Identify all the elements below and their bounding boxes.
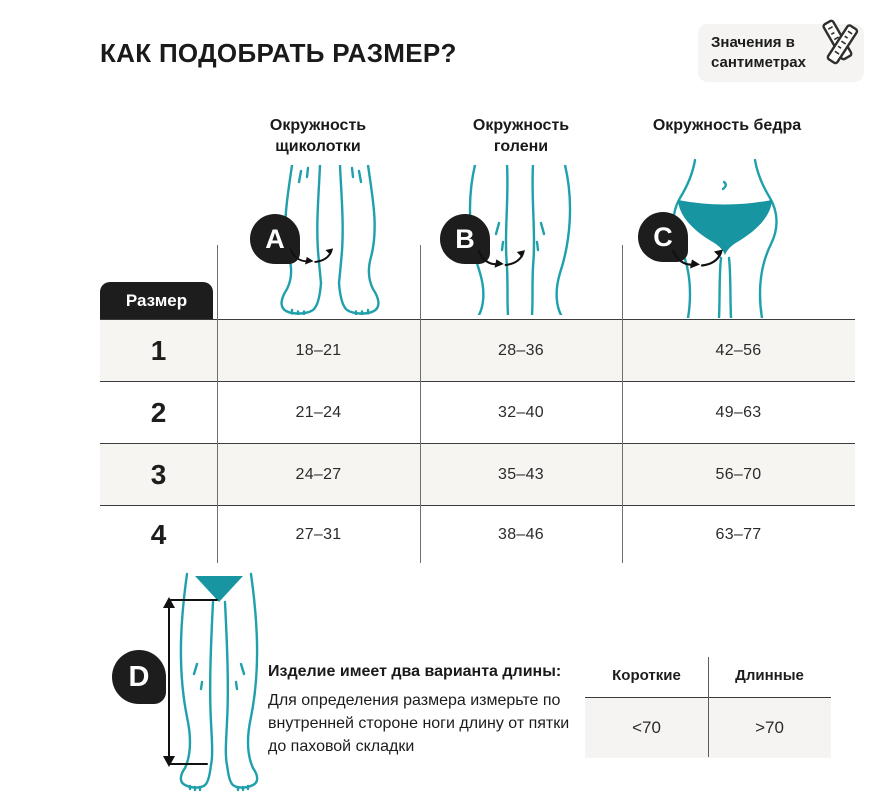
size-value: 1	[150, 334, 167, 366]
length-column-short: Короткие	[612, 667, 681, 684]
marker-badge-d: D	[112, 650, 166, 704]
marker-badge-c: C	[638, 212, 688, 262]
hip-range: 63–77	[715, 525, 762, 543]
length-measure-instruction: Для определения размера измерьте по внутренней стороне ноги длину от пятки до паховой складки	[268, 692, 570, 755]
units-note-badge	[698, 24, 864, 82]
calf-range: 38–46	[498, 525, 544, 543]
page-title: КАК ПОДОБРАТЬ РАЗМЕР?	[100, 38, 457, 68]
rotation-arrow-icon	[288, 246, 334, 266]
table-column-divider	[217, 245, 218, 563]
length-table-divider	[708, 657, 709, 757]
length-column-long: Длинные	[735, 667, 804, 684]
length-variants-heading: Изделие имеет два варианта длины:	[268, 663, 562, 680]
rotation-arrow-icon	[476, 248, 526, 269]
hip-range: 49–63	[715, 403, 762, 421]
table-column-divider	[420, 245, 421, 563]
marker-badge-b: B	[440, 214, 490, 264]
leg-length-illustration	[145, 572, 290, 792]
rotation-arrow-icon	[670, 248, 724, 269]
hip-range: 42–56	[715, 341, 762, 359]
calf-range: 28–36	[498, 341, 544, 359]
length-table	[585, 654, 831, 758]
table-column-divider	[622, 245, 623, 563]
column-header-hip: Окружность бедра	[652, 117, 802, 134]
marker-badge-a: A	[250, 214, 300, 264]
calf-range: 32–40	[498, 403, 544, 421]
length-value-short: <70	[632, 718, 661, 737]
table-row	[100, 319, 855, 381]
hip-range: 56–70	[715, 465, 762, 483]
length-value-long: >70	[755, 718, 784, 737]
ankle-range: 24–27	[295, 465, 342, 483]
table-row	[100, 505, 855, 563]
table-row	[100, 381, 855, 443]
size-value: 4	[150, 518, 167, 550]
size-value: 3	[150, 458, 167, 490]
table-row	[100, 443, 855, 505]
units-note-text: Значения в сантиметрах	[711, 34, 806, 72]
column-header-ankle: Окружность щиколотки	[269, 117, 367, 155]
calf-range: 35–43	[498, 465, 544, 483]
size-value: 2	[150, 396, 167, 428]
column-header-calf: Окружность голени	[472, 117, 570, 155]
size-table-corner-label: Размер	[100, 282, 213, 319]
ankle-range: 27–31	[295, 525, 342, 543]
ankle-range: 21–24	[295, 403, 342, 421]
ankle-range: 18–21	[295, 341, 342, 359]
ruler-icon	[816, 14, 864, 75]
